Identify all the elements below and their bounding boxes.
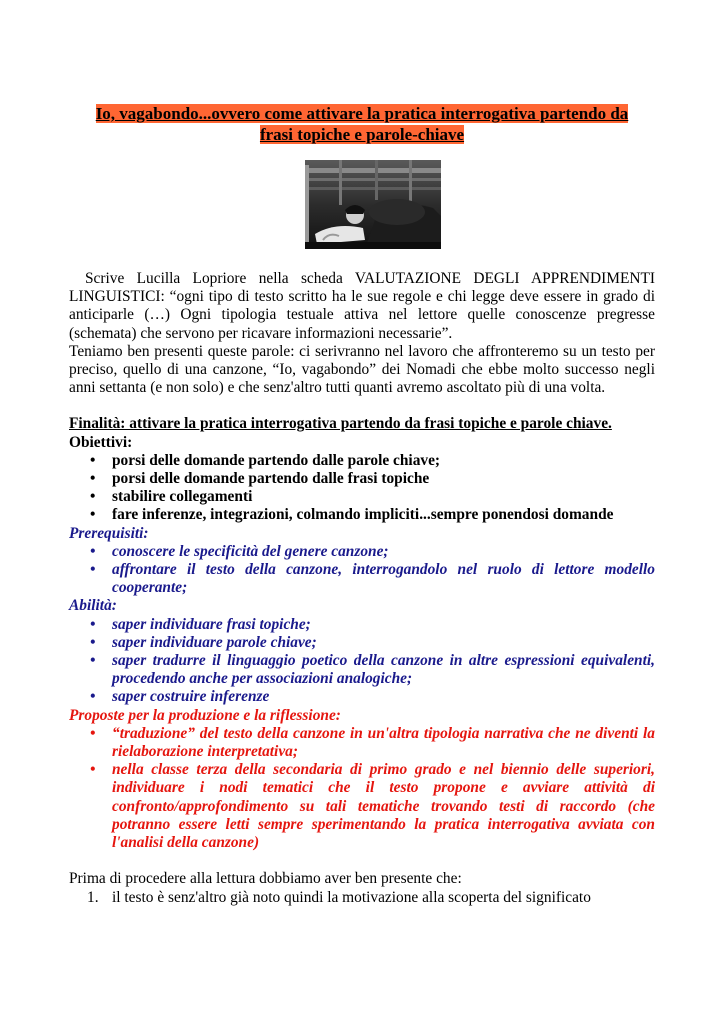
list-item: • fare inferenze, integrazioni, colmando impliciti...sempre ponendosi domande <box>69 506 655 524</box>
list-item: • porsi delle domande partendo dalle parole chiave; <box>69 452 655 470</box>
finalita-heading: Finalità: attivare la pratica interrogativa partendo da frasi topiche e parole chiave. <box>69 415 612 433</box>
list-item: • nella classe terza della secondaria di primo grado e nel biennio delle superiori, individuare i nodi tematici che il testo propone e avviare attività di confronto/approfondimento su tali tematiche trovando testi di raccordo (che potranno essere letti sempre sperimentando la pratica interrogativa avviata con l'analisi della canzone) <box>69 761 655 852</box>
title-line-2: frasi topiche e parole-chiave <box>259 125 465 144</box>
list-item: • saper individuare parole chiave; <box>69 634 655 652</box>
prerequisiti-list <box>69 543 655 598</box>
list-item: • saper individuare frasi topiche; <box>69 616 655 634</box>
list-item: • “traduzione” del testo della canzone in un'altra tipologia narrativa che ne diventi la rielaborazione interpretativa; <box>69 725 655 761</box>
prerequisiti-heading: Prerequisiti: <box>69 524 149 542</box>
title-line-1: Io, vagabondo...ovvero come attivare la pratica interrogativa partendo da <box>95 104 629 123</box>
list-item: • saper tradurre il linguaggio poetico della canzone in altre espressioni equivalenti, procedendo anche per associazioni analogiche; <box>69 652 655 688</box>
closing-list <box>69 889 655 907</box>
proposte-list <box>69 725 655 852</box>
intro-paragraph-2: Teniamo ben presenti queste parole: ci serivranno nel lavoro che affronteremo su un testo per preciso, quello di una canzone, “Io, vagabondo” dei Nomadi che ebbe molto successo negli anni settanta (e non solo) e che senz'altro tutti quanti avremo ascoltato più di una volta. <box>69 342 655 397</box>
document-title <box>69 103 655 145</box>
list-item: 1. il testo è senz'altro già noto quindi la motivazione alla scoperta del significato <box>69 889 655 907</box>
list-item: • porsi delle domande partendo dalle frasi topiche <box>69 470 655 488</box>
list-item: • conoscere le specificità del genere canzone; <box>69 543 655 561</box>
intro-paragraph-1: Scrive Lucilla Lopriore nella scheda VALUTAZIONE DEGLI APPRENDIMENTI LINGUISTICI: “ogni tipo di testo scritto ha le sue regole e chi legge deve essere in grado di anticiparle (…) Ogni tipologia testuale attiva nel lettore quelle conoscenze pregresse (schemata) che servono per ricavare informazioni necessarie”. <box>69 270 655 342</box>
closing-intro: Prima di procedere alla lettura dobbiamo aver ben presente che: <box>69 870 462 888</box>
obiettivi-list <box>69 452 655 525</box>
list-item: • affrontare il testo della canzone, interrogandolo nel ruolo di lettore modello cooperante; <box>69 561 655 597</box>
proposte-heading: Proposte per la produzione e la riflessione: <box>69 706 341 724</box>
vagabond-photo-image <box>305 160 441 249</box>
document-body <box>69 270 655 907</box>
abilita-list <box>69 616 655 707</box>
vagabond-photo <box>305 160 441 249</box>
abilita-heading: Abilità: <box>69 597 117 615</box>
obiettivi-heading: Obiettivi: <box>69 433 133 451</box>
list-item: • saper costruire inferenze <box>69 688 655 706</box>
list-item: • stabilire collegamenti <box>69 488 655 506</box>
